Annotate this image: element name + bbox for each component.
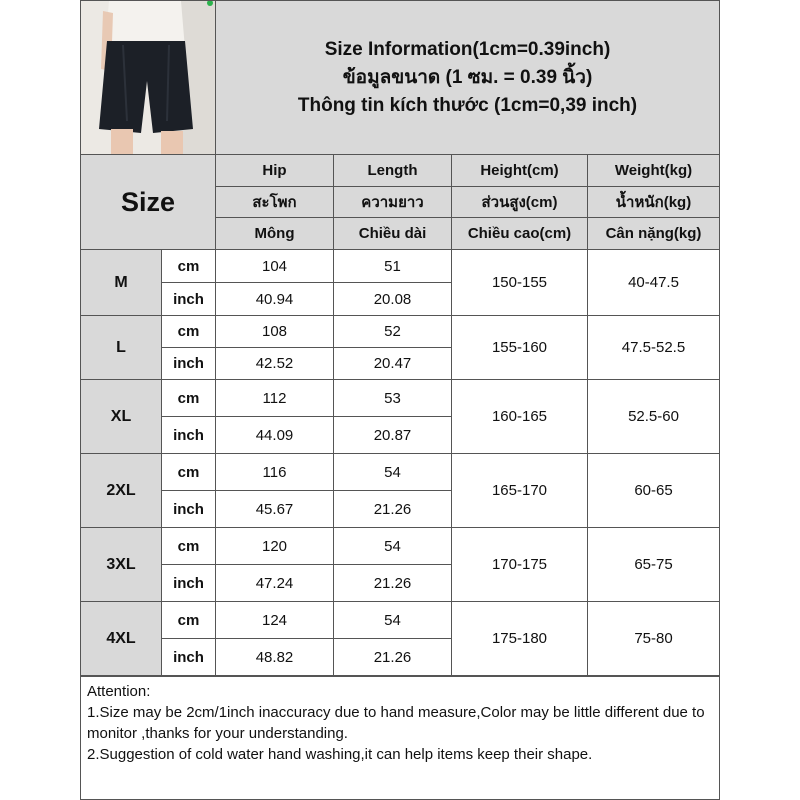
- unit-cm: cm: [162, 250, 216, 283]
- length-inch: 20.08: [334, 283, 452, 316]
- title-box: [216, 0, 720, 155]
- length-inch: 21.26: [334, 491, 452, 528]
- height-range: 155-160: [452, 316, 588, 380]
- length-header-en: Length: [334, 155, 452, 187]
- hip-inch: 48.82: [216, 639, 334, 676]
- attention-note-1: 1.Size may be 2cm/1inch inaccuracy due to hand measure,Color may be little different due to monitor ,thanks for your understanding.: [87, 704, 705, 742]
- height-range: 160-165: [452, 380, 588, 454]
- size-header: Size: [80, 155, 216, 250]
- size-chart: [80, 0, 720, 800]
- hip-inch: 40.94: [216, 283, 334, 316]
- length-cm: 51: [334, 250, 452, 283]
- unit-inch: inch: [162, 565, 216, 602]
- hip-cm: 104: [216, 250, 334, 283]
- length-cm: 54: [334, 454, 452, 491]
- attention-notes: [80, 676, 720, 800]
- length-cm: 54: [334, 528, 452, 565]
- model-wearing-shorts-image: [81, 1, 216, 155]
- size-label: L: [80, 316, 162, 380]
- height-header-en: Height(cm): [452, 155, 588, 187]
- hip-cm: 124: [216, 602, 334, 639]
- length-cm: 52: [334, 316, 452, 348]
- length-header-vi: Chiều dài: [334, 218, 452, 250]
- length-inch: 20.47: [334, 348, 452, 380]
- length-cm: 54: [334, 602, 452, 639]
- length-inch: 21.26: [334, 565, 452, 602]
- unit-inch: inch: [162, 417, 216, 454]
- unit-cm: cm: [162, 380, 216, 417]
- height-header-th: ส่วนสูง(cm): [452, 187, 588, 218]
- attention-note-2: 2.Suggestion of cold water hand washing,it can help items keep their shape.: [87, 746, 593, 763]
- weight-range: 75-80: [588, 602, 720, 676]
- weight-header-vi: Cân nặng(kg): [588, 218, 720, 250]
- hip-cm: 120: [216, 528, 334, 565]
- height-range: 165-170: [452, 454, 588, 528]
- title-english: Size Information(1cm=0.39inch): [324, 38, 611, 60]
- unit-cm: cm: [162, 316, 216, 348]
- hip-inch: 45.67: [216, 491, 334, 528]
- length-cm: 53: [334, 380, 452, 417]
- height-header-vi: Chiều cao(cm): [452, 218, 588, 250]
- unit-cm: cm: [162, 528, 216, 565]
- weight-range: 40-47.5: [588, 250, 720, 316]
- title-thai: ข้อมูลขนาด (1 ซม. = 0.39 นิ้ว): [342, 66, 593, 88]
- size-label: XL: [80, 380, 162, 454]
- hip-cm: 116: [216, 454, 334, 491]
- size-label: 4XL: [80, 602, 162, 676]
- weight-header-th: น้ำหนัก(kg): [588, 187, 720, 218]
- weight-range: 65-75: [588, 528, 720, 602]
- hip-cm: 112: [216, 380, 334, 417]
- hip-inch: 42.52: [216, 348, 334, 380]
- attention-heading: Attention:: [87, 683, 151, 700]
- size-label: M: [80, 250, 162, 316]
- length-inch: 21.26: [334, 639, 452, 676]
- hip-cm: 108: [216, 316, 334, 348]
- unit-cm: cm: [162, 602, 216, 639]
- size-label: 3XL: [80, 528, 162, 602]
- hip-inch: 44.09: [216, 417, 334, 454]
- unit-inch: inch: [162, 283, 216, 316]
- length-header-th: ความยาว: [334, 187, 452, 218]
- weight-range: 60-65: [588, 454, 720, 528]
- weight-range: 52.5-60: [588, 380, 720, 454]
- weight-header-en: Weight(kg): [588, 155, 720, 187]
- hip-header-en: Hip: [216, 155, 334, 187]
- unit-inch: inch: [162, 348, 216, 380]
- unit-cm: cm: [162, 454, 216, 491]
- size-label: 2XL: [80, 454, 162, 528]
- height-range: 175-180: [452, 602, 588, 676]
- unit-inch: inch: [162, 639, 216, 676]
- product-photo: [80, 0, 216, 155]
- height-range: 170-175: [452, 528, 588, 602]
- hip-inch: 47.24: [216, 565, 334, 602]
- hip-header-vi: Mông: [216, 218, 334, 250]
- weight-range: 47.5-52.5: [588, 316, 720, 380]
- unit-inch: inch: [162, 491, 216, 528]
- length-inch: 20.87: [334, 417, 452, 454]
- title-vietnamese: Thông tin kích thước (1cm=0,39 inch): [297, 94, 638, 116]
- hip-header-th: สะโพก: [216, 187, 334, 218]
- height-range: 150-155: [452, 250, 588, 316]
